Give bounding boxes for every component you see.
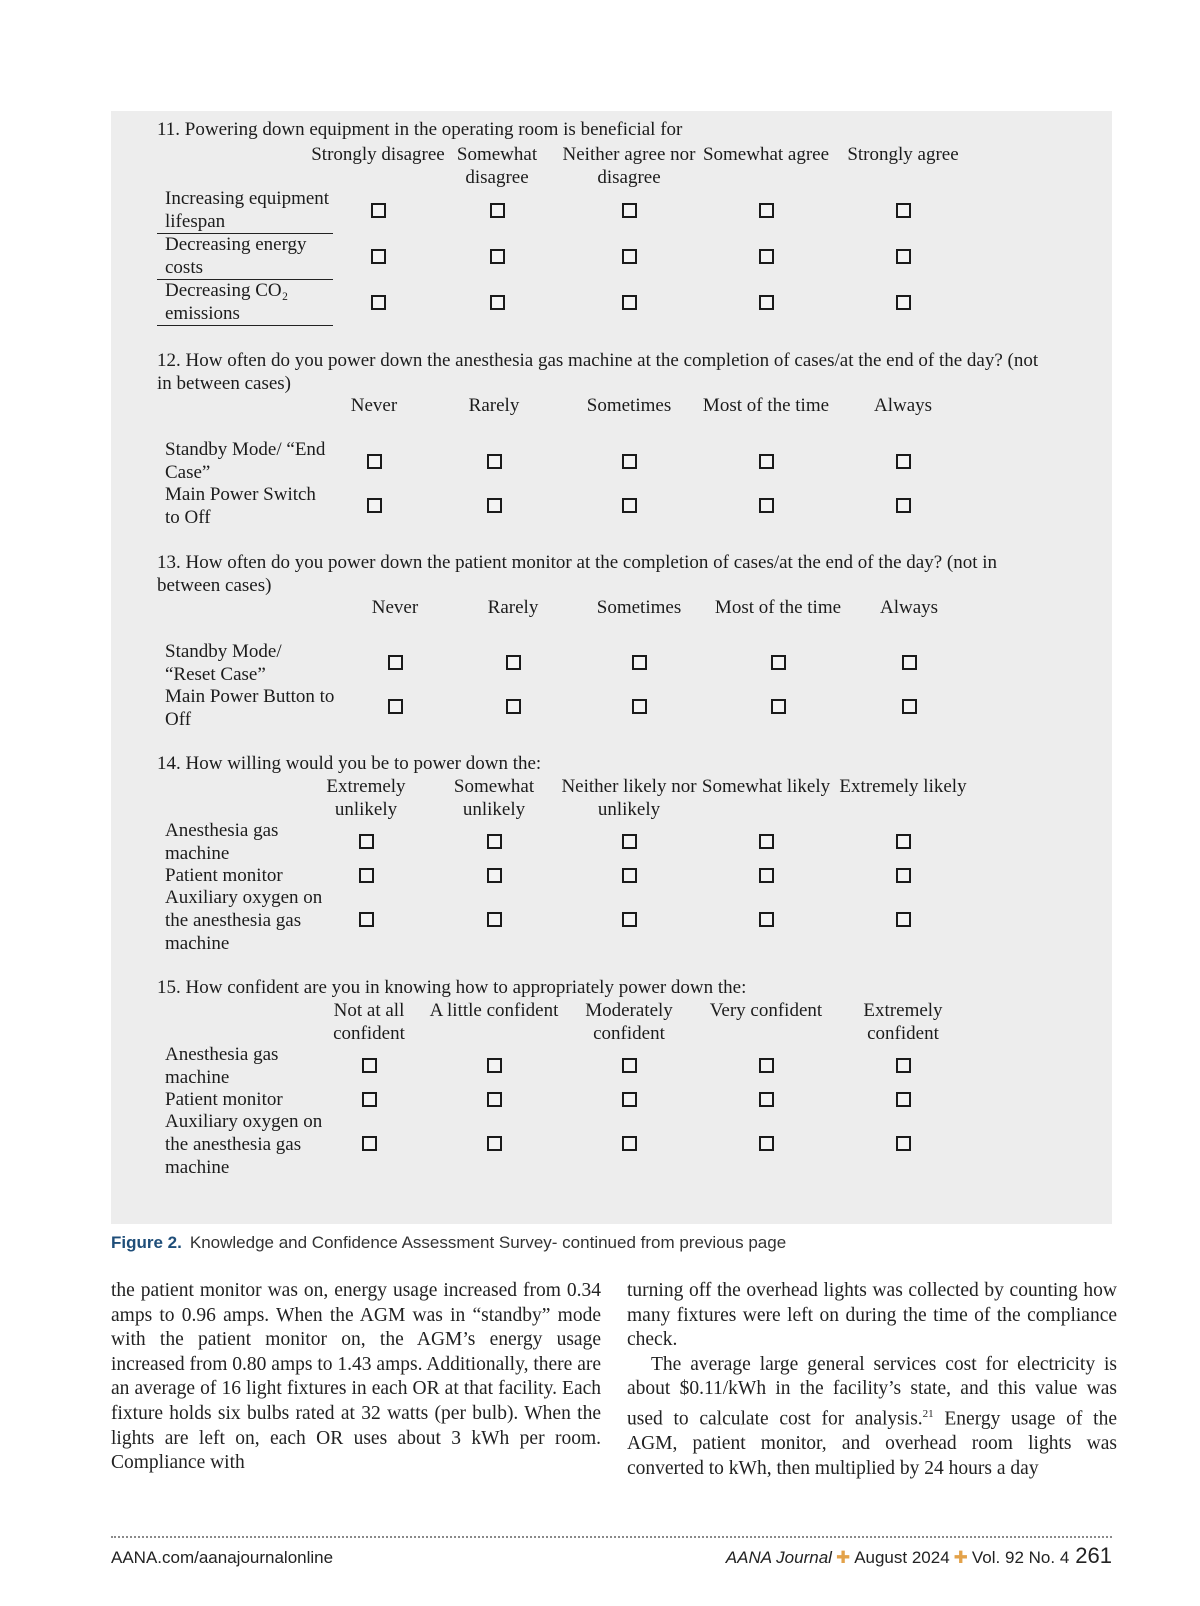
response-checkbox[interactable] — [487, 498, 502, 513]
body-paragraph: the patient monitor was on, energy usage increased from 0.34 amps to 0.96 amps. When the AGM was in “standby” mode with the patient monitor on, the AGM’s energy usage increased from 0.80 amps to 1.43 amps. Additionally, there are an average of 16 light fixtures in each OR at that facility. Each fixture holds six bulbs rated at 32 watts (per bulb). When the lights are left on, each OR uses about 3 kWh per room. Compliance with — [111, 1280, 601, 1474]
scale-column-header: Very confident — [709, 1000, 823, 1021]
response-checkbox[interactable] — [896, 454, 911, 469]
scale-column-header: Extremely unlikely — [326, 776, 406, 820]
scale-column-header: Neither agree nor disagree — [562, 144, 696, 188]
response-checkbox[interactable] — [896, 834, 911, 849]
scale-column-header: Always — [879, 597, 939, 618]
response-checkbox[interactable] — [362, 1058, 377, 1073]
response-checkbox[interactable] — [896, 1092, 911, 1107]
response-checkbox[interactable] — [759, 203, 774, 218]
response-checkbox[interactable] — [487, 454, 502, 469]
response-checkbox[interactable] — [759, 1092, 774, 1107]
scale-column-header: Strongly disagree — [311, 144, 445, 165]
body-paragraph — [627, 1353, 1117, 1481]
survey-figure — [111, 111, 1112, 1224]
response-checkbox[interactable] — [632, 699, 647, 714]
response-checkbox[interactable] — [622, 498, 637, 513]
response-checkbox[interactable] — [622, 1058, 637, 1073]
response-checkbox[interactable] — [902, 699, 917, 714]
body-paragraph-part: The average large general services cost for electricity is about $0.11/kWh in the facility’s state, and this value was used to calculate cost for analysis. — [627, 1353, 1117, 1430]
response-checkbox[interactable] — [371, 249, 386, 264]
footer-website[interactable]: AANA.com/aanajournalonline — [111, 1548, 334, 1567]
response-checkbox[interactable] — [388, 699, 403, 714]
body-column-right — [627, 1279, 1117, 1481]
scale-column-header: Extremely confident — [863, 1000, 943, 1044]
footer-issue: No. 4 — [1028, 1548, 1070, 1567]
response-checkbox[interactable] — [506, 655, 521, 670]
body-paragraph-part: Energy usage of the AGM, patient monitor, and overhead room lights was converted to kWh, then multiplied by 24 hours a day — [627, 1408, 1117, 1479]
body-column-left — [111, 1279, 601, 1476]
response-checkbox[interactable] — [362, 1136, 377, 1151]
response-checkbox[interactable] — [759, 868, 774, 883]
response-checkbox[interactable] — [759, 1058, 774, 1073]
response-checkbox[interactable] — [759, 249, 774, 264]
row-label: Patient monitor — [165, 865, 283, 886]
response-checkbox[interactable] — [622, 834, 637, 849]
body-paragraph: turning off the overhead lights was collected by counting how many fixtures were left on during the time of the compliance check. — [627, 1280, 1117, 1351]
response-checkbox[interactable] — [759, 1136, 774, 1151]
row-label: Decreasing CO₂ emissions — [157, 279, 333, 326]
question-title: 15. How confident are you in knowing how to appropriately power down the: — [157, 977, 747, 998]
response-checkbox[interactable] — [388, 655, 403, 670]
response-checkbox[interactable] — [896, 868, 911, 883]
question-title: 11. Powering down equipment in the operating room is beneficial for — [157, 119, 683, 140]
figure-caption-label: Figure 2. — [111, 1233, 182, 1252]
response-checkbox[interactable] — [759, 834, 774, 849]
footer-journal: AANA Journal — [725, 1548, 832, 1567]
row-label: Standby Mode/ “Reset Case” — [165, 641, 282, 685]
scale-column-header: Somewhat disagree — [456, 144, 538, 188]
scale-column-header: Sometimes — [586, 395, 672, 416]
response-checkbox[interactable] — [487, 1136, 502, 1151]
response-checkbox[interactable] — [622, 1136, 637, 1151]
response-checkbox[interactable] — [771, 699, 786, 714]
response-checkbox[interactable] — [896, 249, 911, 264]
row-label: Auxiliary oxygen on the anesthesia gas machine — [165, 887, 323, 954]
question-title: 14. How willing would you be to power down the: — [157, 753, 542, 774]
footer-separator: ✚ — [835, 1548, 851, 1567]
response-checkbox[interactable] — [632, 655, 647, 670]
scale-column-header: Somewhat unlikely — [453, 776, 535, 820]
response-checkbox[interactable] — [490, 295, 505, 310]
response-checkbox[interactable] — [622, 295, 637, 310]
scale-column-header: Somewhat likely — [701, 776, 831, 797]
response-checkbox[interactable] — [371, 295, 386, 310]
response-checkbox[interactable] — [487, 912, 502, 927]
response-checkbox[interactable] — [622, 203, 637, 218]
response-checkbox[interactable] — [896, 498, 911, 513]
question-title: 12. How often do you power down the anesthesia gas machine at the completion of cases/at the end of the day? (not in between cases) — [157, 350, 1039, 394]
response-checkbox[interactable] — [490, 249, 505, 264]
row-label: Auxiliary oxygen on the anesthesia gas machine — [165, 1111, 323, 1178]
row-label: Anesthesia gas machine — [165, 820, 279, 864]
response-checkbox[interactable] — [759, 912, 774, 927]
page-number: 261 — [1075, 1543, 1112, 1568]
scale-column-header: Neither likely nor unlikely — [561, 776, 697, 820]
response-checkbox[interactable] — [896, 295, 911, 310]
response-checkbox[interactable] — [622, 912, 637, 927]
response-checkbox[interactable] — [367, 498, 382, 513]
scale-column-header: Sometimes — [596, 597, 682, 618]
scale-column-header: Strongly agree — [847, 144, 959, 165]
scale-column-header: Somewhat agree — [702, 144, 830, 165]
scale-column-header: Not at all confident — [333, 1000, 405, 1044]
response-checkbox[interactable] — [371, 203, 386, 218]
scale-column-header: Rarely — [468, 395, 520, 416]
response-checkbox[interactable] — [487, 834, 502, 849]
row-label: Main Power Button to Off — [165, 686, 335, 730]
response-checkbox[interactable] — [896, 1136, 911, 1151]
row-label: Decreasing energy costs — [157, 233, 333, 280]
response-checkbox[interactable] — [759, 295, 774, 310]
response-checkbox[interactable] — [362, 1092, 377, 1107]
response-checkbox[interactable] — [902, 655, 917, 670]
scale-column-header: Moderately confident — [585, 1000, 673, 1044]
response-checkbox[interactable] — [487, 1092, 502, 1107]
response-checkbox[interactable] — [490, 203, 505, 218]
footer-divider — [111, 1536, 1112, 1538]
footer-citation — [726, 1543, 1112, 1569]
scale-column-header: Never — [350, 395, 398, 416]
figure-caption — [111, 1233, 786, 1253]
response-checkbox[interactable] — [359, 868, 374, 883]
response-checkbox[interactable] — [771, 655, 786, 670]
row-label: Patient monitor — [165, 1089, 283, 1110]
response-checkbox[interactable] — [759, 498, 774, 513]
response-checkbox[interactable] — [359, 912, 374, 927]
response-checkbox[interactable] — [759, 454, 774, 469]
response-checkbox[interactable] — [896, 912, 911, 927]
scale-column-header: Always — [873, 395, 933, 416]
survey-content — [111, 111, 1112, 1224]
response-checkbox[interactable] — [487, 1058, 502, 1073]
figure-caption-text: Knowledge and Confidence Assessment Survey- continued from previous page — [189, 1233, 787, 1252]
response-checkbox[interactable] — [487, 868, 502, 883]
scale-column-header: A little confident — [429, 1000, 559, 1021]
footer-date: August 2024 — [854, 1548, 950, 1567]
scale-column-header: Rarely — [487, 597, 539, 618]
footer-volume: Vol. 92 — [971, 1548, 1024, 1567]
row-label: Main Power Switch to Off — [165, 484, 316, 528]
response-checkbox[interactable] — [622, 1092, 637, 1107]
response-checkbox[interactable] — [622, 249, 637, 264]
row-label: Anesthesia gas machine — [165, 1044, 279, 1088]
reference-marker[interactable]: 21 — [922, 1407, 934, 1420]
scale-column-header: Most of the time — [702, 395, 830, 416]
response-checkbox[interactable] — [367, 454, 382, 469]
response-checkbox[interactable] — [622, 454, 637, 469]
response-checkbox[interactable] — [896, 203, 911, 218]
response-checkbox[interactable] — [506, 699, 521, 714]
scale-column-header: Never — [371, 597, 419, 618]
row-label: Standby Mode/ “End Case” — [165, 439, 326, 483]
response-checkbox[interactable] — [359, 834, 374, 849]
response-checkbox[interactable] — [622, 868, 637, 883]
footer-separator: ✚ — [953, 1548, 968, 1567]
scale-column-header: Most of the time — [714, 597, 842, 618]
scale-column-header: Extremely likely — [839, 776, 967, 797]
question-title: 13. How often do you power down the patient monitor at the completion of cases/at the end of the day? (not in between cases) — [157, 552, 998, 596]
response-checkbox[interactable] — [896, 1058, 911, 1073]
row-label: Increasing equipment lifespan — [157, 187, 333, 234]
